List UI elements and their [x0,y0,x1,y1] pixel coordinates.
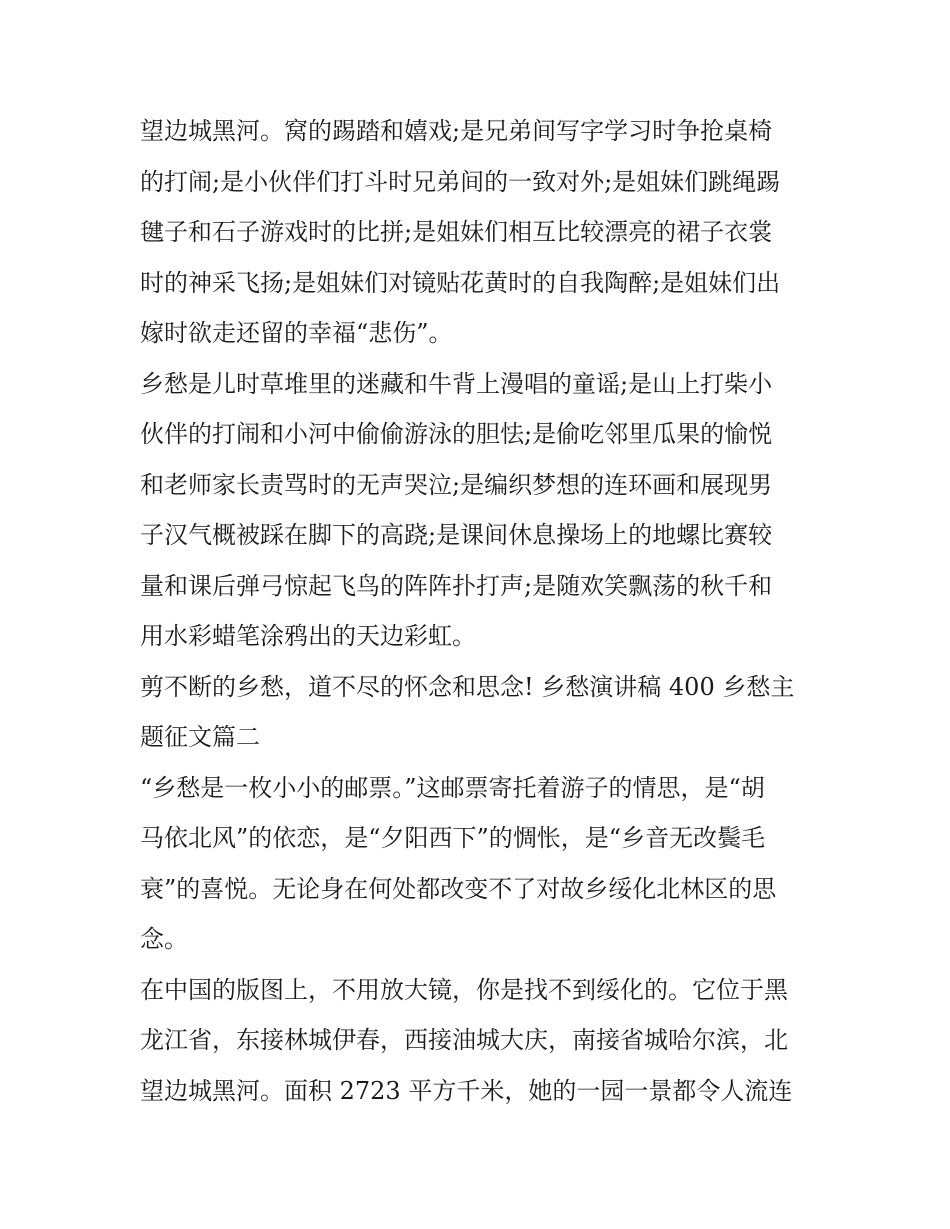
text-line: 衰”的喜悦。无论身在何处都改变不了对故乡绥化北林区的思 [140,874,777,903]
text-line: 剪不断的乡愁，道不尽的怀念和思念! 乡愁演讲稿 400 乡愁主 [140,672,795,701]
text-line: 在中国的版图上，不用放大镜，你是找不到绥化的。它位于黑 [140,975,788,1004]
text-line: 望边城黑河。面积 2723 平方千米，她的一园一景都令人流连 [140,1076,793,1105]
text-line: 时的神采飞扬;是姐妹们对镜贴花黄时的自我陶醉;是姐妹们出 [140,268,781,297]
text-line: 龙江省，东接林城伊春，西接油城大庆，南接省城哈尔滨，北 [140,1026,788,1054]
text-line: “乡愁是一枚小小的邮票。”这邮票寄托着游子的情思，是“胡 [140,773,765,802]
text-line: 念。 [140,925,188,953]
text-line: 望边城黑河。窝的踢踏和嬉戏;是兄弟间写字学习时争抢桌椅 [140,117,773,145]
body-text [140,106,830,1116]
text-line: 的打闹;是小伙伴们打斗时兄弟间的一致对外;是姐妹们跳绳踢 [140,167,781,196]
text-line: 子汉气概被踩在脚下的高跷;是课间休息操场上的地螺比赛较 [140,521,773,549]
text-line: 嫁时欲走还留的幸福“悲伤”。 [140,319,453,347]
text-line: 乡愁是儿时草堆里的迷藏和牛背上漫唱的童谣;是山上打柴小 [140,369,773,398]
text-line: 用水彩蜡笔涂鸦出的天边彩虹。 [140,622,476,650]
text-line: 毽子和石子游戏时的比拼;是姐妹们相互比较漂亮的裙子衣裳 [140,218,773,246]
text-line: 伙伴的打闹和小河中偷偷游泳的胆怯;是偷吃邻里瓜果的愉悦 [140,420,773,448]
text-line: 量和课后弹弓惊起飞鸟的阵阵扑打声;是随欢笑飘荡的秋千和 [140,571,773,600]
text-line: 马依北风”的依恋，是“夕阳西下”的惆怅，是“乡音无改鬓毛 [140,824,766,852]
text-line: 题征文篇二 [140,723,260,751]
text-line: 和老师家长责骂时的无声哭泣;是编织梦想的连环画和展现男 [140,470,773,499]
